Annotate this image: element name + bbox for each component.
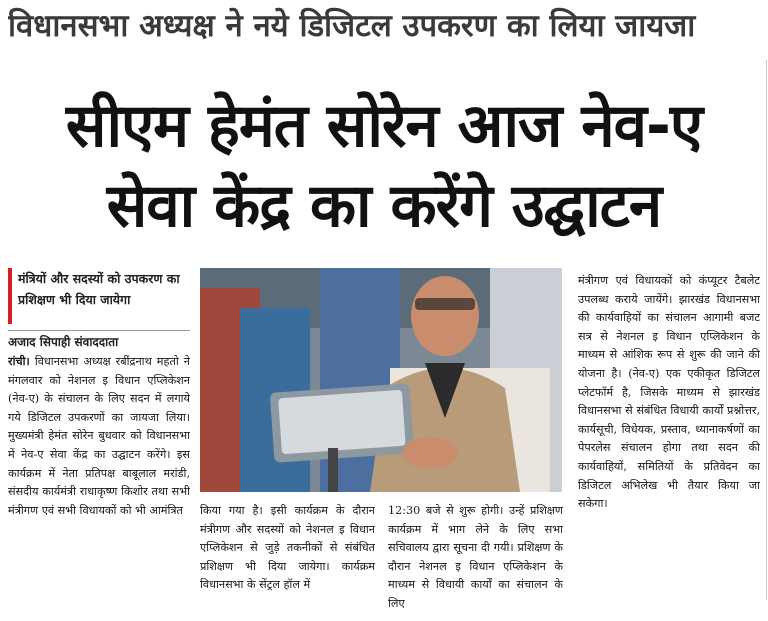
page-edge-rule bbox=[766, 60, 767, 600]
subheadline: मंत्रियों और सदस्यों को उपकरण का प्रशिक्षण भी दिया जायेगा bbox=[8, 268, 190, 324]
byline: अजाद सिपाही संवाददाता bbox=[8, 330, 190, 350]
headline-line-2: सेवा केंद्र का करेंगे उद्घाटन bbox=[106, 171, 662, 241]
article-column-4: मंत्रीगण एवं विधायकों को कंप्यूटर टैबलेट उपलब्ध कराये जायेंगे। झारखंड विधानसभा की कार्यवाहियों का संचालन आगामी बजट सत्र से नेशनल इ विधान एप्लिकेशन के माध्यम से आंशिक रूप से शुरू की जाने की योजना है। (नेव-ए) एक एकीकृत डिजिटल प्लेटफॉर्म है, जिसके माध्यम से झारखंड विधानसभा से संबंधित विधायी कार्यों प्रश्नोत्तर, कार्यसूची, विधेयक, प्रस्ताव, ध्यानाकर्षणों का पेपरलेस संचालन होगा तथा सदन की कार्यवाहियों, समितियों के प्रतिवेदन का डिजिटल अभिलेख भी तैयार किया जा सकेगा। bbox=[578, 274, 760, 511]
kicker-headline: विधानसभा अध्यक्ष ने नये डिजिटल उपकरण का लिया जायजा bbox=[8, 8, 696, 44]
main-headline bbox=[8, 86, 760, 246]
headline-line-1: सीएम हेमंत सोरेन आज नेव-ए bbox=[65, 91, 703, 161]
news-photo bbox=[200, 268, 562, 492]
article-column-3: 12:30 बजे से शुरू होगी। उन्हें प्रशिक्षण कार्यक्रम में भाग लेने के लिए सभा सचिवालय द्वारा सूचना दी गयी। प्रशिक्षण के दौरान नेशनल इ विधान एप्लिकेशन के माध्यम से विधायी कार्यों का संचालन के लिए bbox=[388, 504, 563, 610]
column-1-text: विधानसभा अध्यक्ष रबींद्रनाथ महतो ने मंगलवार को नेशनल इ विधान एप्लिकेशन (नेव-ए) के संचालन के लिए सदन में लगाये गये डिजिटल उपकरणों का जायजा लिया। मुख्यमंत्री हेमंत सोरेन बुधवार को विधानसभा में नेव-ए सेवा केंद्र का उद्घाटन करेंगे। इस कार्यक्रम में नेता प्रतिपक्ष बाबूलाल मरांडी, संसदीय कार्यमंत्री राधाकृष्ण किशोर तथा सभी मंत्रीगण एवं सभी विधायकों को भी आमंत्रित bbox=[8, 355, 190, 517]
article-column-1 bbox=[8, 352, 190, 614]
article-column-2: किया गया है। इसी कार्यक्रम के दौरान मंत्रीगण और सदस्यों को नेशनल इ विधान एप्लिकेशन से जुड़े तकनीकों से संबंधित प्रशिक्षण भी दिया जायेगा। कार्यक्रम विधानसभा के सेंट्रल हॉल में bbox=[200, 504, 375, 592]
photo-illustration bbox=[200, 268, 562, 492]
dateline: रांची। bbox=[8, 354, 30, 368]
